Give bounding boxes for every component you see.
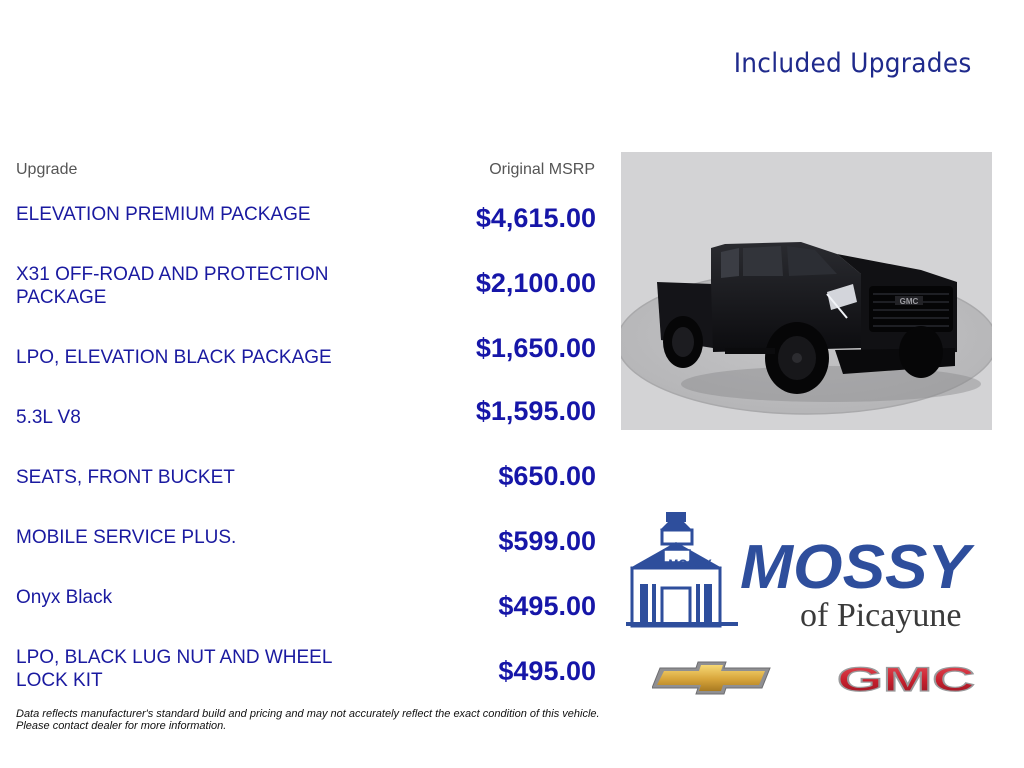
gmc-wordmark: GMC [837, 664, 975, 694]
upgrade-name: LPO, BLACK LUG NUT AND WHEEL LOCK KIT [16, 647, 332, 691]
upgrade-row [16, 461, 596, 526]
upgrade-name: MOBILE SERVICE PLUS. [16, 527, 237, 548]
chevrolet-logo-icon [652, 660, 772, 696]
upgrade-name: SEATS, FRONT BUCKET [16, 467, 235, 488]
page-title: Included Upgrades [734, 48, 972, 79]
upgrade-name: ELEVATION PREMIUM PACKAGE [16, 204, 311, 225]
upgrade-price: $495.00 [498, 656, 596, 686]
upgrade-price: $4,615.00 [475, 203, 596, 233]
upgrade-price: $1,650.00 [475, 333, 596, 363]
disclaimer-line: Please contact dealer for more information. [16, 720, 227, 732]
upgrade-price: $599.00 [498, 526, 596, 556]
upgrade-price: $495.00 [498, 591, 596, 621]
upgrade-row [16, 646, 596, 706]
upgrade-price: $2,100.00 [475, 268, 596, 298]
vehicle-image [621, 152, 992, 430]
gmc-logo [834, 664, 978, 694]
upgrade-row [16, 263, 596, 323]
upgrade-name: LPO, ELEVATION BLACK PACKAGE [16, 347, 332, 368]
msrp-column-header: Original MSRP [489, 161, 595, 178]
dealer-name: MOSSY [740, 533, 976, 602]
upgrade-name: Onyx Black [16, 587, 113, 608]
truck-illustration [621, 152, 992, 430]
dealer-building-icon [626, 508, 978, 640]
upgrade-name: X31 OFF-ROAD AND PROTECTION PACKAGE [16, 264, 329, 308]
upgrade-price: $650.00 [498, 461, 596, 491]
upgrade-row [16, 203, 596, 263]
disclaimer [16, 708, 616, 732]
gmc-logo-icon [834, 664, 978, 694]
building-sign: MOSSY [668, 557, 712, 571]
dealer-location: of Picayune [800, 597, 962, 634]
grille-badge: GMC [899, 297, 919, 306]
upgrade-row [16, 396, 596, 466]
upgrade-row [16, 526, 596, 586]
disclaimer-line: Data reflects manufacturer's standard build and pricing and may not accurately reflect the exact condition of this vehicle. [16, 708, 600, 720]
upgrade-column-header: Upgrade [16, 161, 78, 178]
upgrade-name: 5.3L V8 [16, 407, 81, 428]
dealer-logo [626, 508, 978, 640]
upgrade-row [16, 586, 596, 646]
upgrade-price: $1,595.00 [475, 396, 596, 426]
